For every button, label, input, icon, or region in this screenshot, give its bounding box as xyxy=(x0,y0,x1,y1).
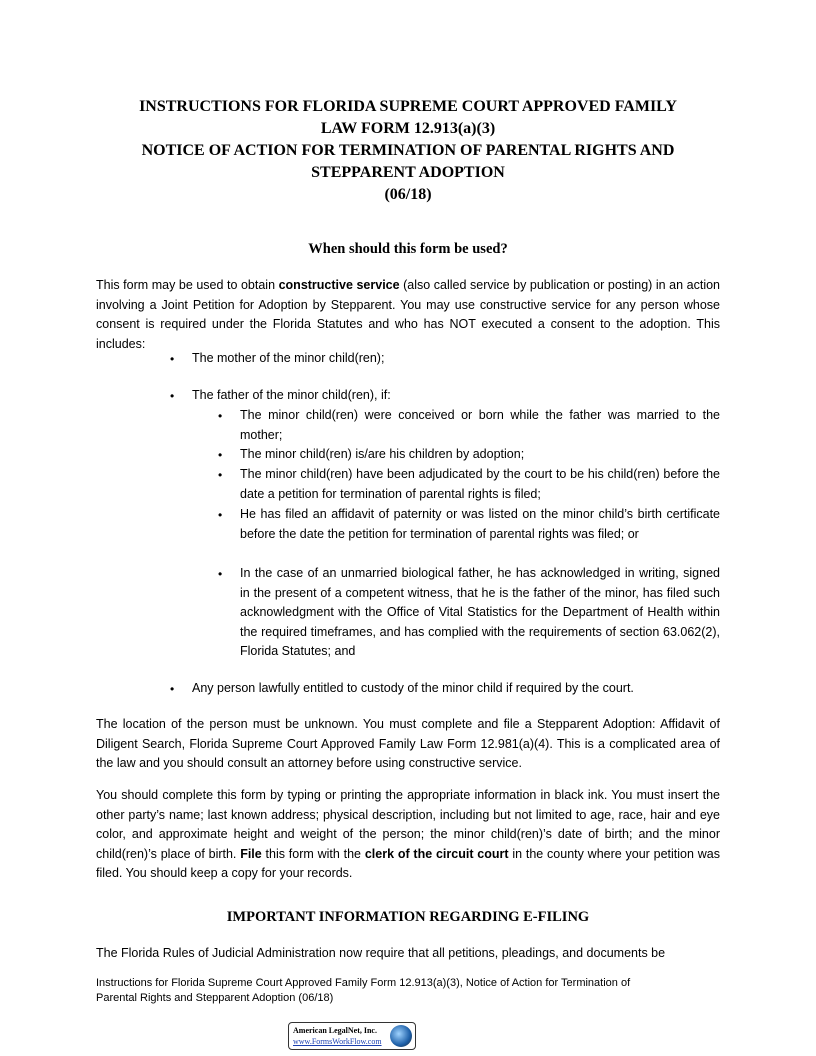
logo-company-name: American LegalNet, Inc. xyxy=(293,1026,377,1035)
sub-bullet-married: The minor child(ren) were conceived or born while the father was married to the mother; xyxy=(240,408,720,442)
sub-bullet-adoption: The minor child(ren) is/are his children by adoption; xyxy=(240,447,525,461)
bullet-icon: • xyxy=(170,389,175,403)
location-paragraph: The location of the person must be unknown. You must complete and file a Stepparent Adoption: Affidavit of Diligent Search, Florida Supreme Court Approved Family Law Form 12.981(a)(4). This is a complicated area of the law and you should consult an attorney before using constructive service. xyxy=(96,717,720,770)
document-title xyxy=(96,96,720,206)
intro-paragraph: This form may be used to obtain constructive service (also called service by publication or posting) in an action involving a Joint Petition for Adoption by Stepparent. You may use constructive service for any person whose consent is required under the Florida Statutes and who has NOT executed a consent to the adoption. This includes: xyxy=(96,278,720,351)
sub-bullet-adjudicated: The minor child(ren) have been adjudicated by the court to be his child(ren) before the date a petition for termination of parental rights is filed; xyxy=(240,467,720,501)
bullet-icon: • xyxy=(218,567,223,581)
bullet-icon: • xyxy=(218,409,223,423)
section-heading-when-used: When should this form be used? xyxy=(308,241,508,257)
globe-icon xyxy=(390,1025,412,1047)
efiling-paragraph: The Florida Rules of Judicial Administration now require that all petitions, pleadings, and documents be xyxy=(96,946,666,960)
logo-url-link[interactable]: www.FormsWorkFlow.com xyxy=(293,1037,382,1046)
title-line-5: (06/18) xyxy=(384,186,432,203)
title-line-4: STEPPARENT ADOPTION xyxy=(311,164,505,181)
bullet-father: The father of the minor child(ren), if: xyxy=(192,388,391,402)
bullet-mother: The mother of the minor child(ren); xyxy=(192,351,385,365)
instructions-paragraph: You should complete this form by typing or printing the appropriate information in black ink. You must insert the other party’s name; last known address; physical description, including but not limited to age, race, hair and eye color, and approximate height and weight of the person; the minor child(ren)’s date of birth; and the minor child(ren)’s place of birth. File this form with the clerk of the circuit court in the county where your petition was filed. You should keep a copy for your records. xyxy=(96,788,720,880)
title-line-3: NOTICE OF ACTION FOR TERMINATION OF PARENTAL RIGHTS AND xyxy=(141,142,675,159)
title-line-1: INSTRUCTIONS FOR FLORIDA SUPREME COURT APPROVED FAMILY xyxy=(139,98,677,115)
section-heading-efiling: IMPORTANT INFORMATION REGARDING E-FILING xyxy=(226,909,590,925)
bullet-custody: Any person lawfully entitled to custody of the minor child if required by the court. xyxy=(192,681,634,695)
sub-bullet-unmarried-father: In the case of an unmarried biological father, he has acknowledged in writing, signed in the present of a competent witness, that he is the father of the minor, has filed such acknowledgment with the Office of Vital Statistics for the Department of Health within the required timeframes, and has complied with the requirements of section 63.062(2), Florida Statutes; and xyxy=(240,566,720,658)
page-footer xyxy=(96,976,720,1006)
bullet-icon: • xyxy=(218,468,223,482)
title-line-2: LAW FORM 12.913(a)(3) xyxy=(320,120,496,137)
american-legalnet-logo[interactable] xyxy=(288,1022,416,1050)
bullet-icon: • xyxy=(170,352,175,366)
bullet-icon: • xyxy=(218,508,223,522)
bullet-icon: • xyxy=(170,682,175,696)
sub-bullet-affidavit: He has filed an affidavit of paternity or was listed on the minor child’s birth certificate before the date the petition for termination of parental rights was filed; or xyxy=(240,507,720,541)
footer-line-1: Instructions for Florida Supreme Court Approved Family Form 12.913(a)(3), Notice of Action for Termination of xyxy=(96,977,631,989)
footer-line-2: Parental Rights and Stepparent Adoption (06/18) xyxy=(96,992,334,1004)
bullet-icon: • xyxy=(218,448,223,462)
